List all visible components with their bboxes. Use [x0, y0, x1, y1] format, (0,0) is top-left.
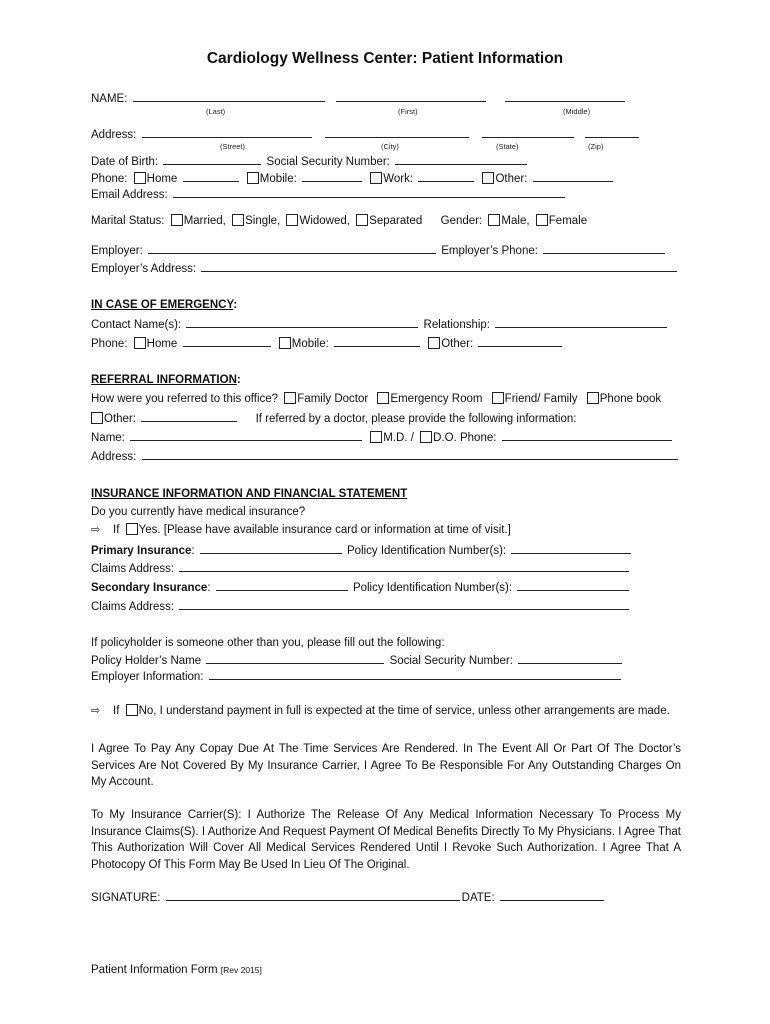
- primary-claims-row: [91, 561, 631, 576]
- married-label: Married,: [183, 215, 226, 227]
- doctor-address-label: Address:: [91, 451, 137, 463]
- secondary-insurance-label: Secondary Insurance: [91, 582, 208, 594]
- emergency-room-checkbox[interactable]: [377, 392, 389, 404]
- employer-field[interactable]: [148, 243, 436, 254]
- if-yes-label: If: [113, 524, 120, 536]
- emergency-mobile-checkbox[interactable]: [279, 337, 291, 349]
- footer-title: Patient Information Form: [91, 964, 218, 976]
- employer-address-row: [91, 261, 679, 276]
- employer-address-field[interactable]: [201, 261, 677, 272]
- insurance-no-label: No, I understand payment in full is expected at the time of service, unless other arrangements are made.: [138, 705, 670, 717]
- dob-label: Date of Birth:: [91, 156, 159, 168]
- street-sublabel: (Street): [220, 142, 246, 151]
- emergency-contact-row: [91, 317, 669, 332]
- street-field[interactable]: [142, 127, 312, 138]
- holder-ssn-field[interactable]: [518, 653, 622, 664]
- married-checkbox[interactable]: [171, 214, 183, 226]
- referral-other-field[interactable]: [141, 411, 237, 422]
- marital-label: Marital Status:: [91, 215, 165, 227]
- address-row: [91, 127, 641, 142]
- insurance-no-row: [91, 704, 670, 718]
- emergency-home-field[interactable]: [183, 336, 271, 347]
- date-field[interactable]: [500, 890, 604, 901]
- emergency-other-field[interactable]: [478, 336, 562, 347]
- ssn-field[interactable]: [395, 154, 527, 165]
- emergency-mobile-label: Mobile:: [291, 338, 329, 350]
- marital-row: [91, 214, 587, 228]
- ssn-label: Social Security Number:: [266, 156, 390, 168]
- doctor-phone-field[interactable]: [502, 430, 672, 441]
- female-checkbox[interactable]: [536, 214, 548, 226]
- agreement-copay: I Agree To Pay Any Copay Due At The Time Services Are Rendered. In The Event All Or Part Of The Doctor’s Services Are Not Covered By My Insurance Carrier, I Agree To Be Responsible For Any Outstanding Charges On My Account.: [91, 743, 681, 788]
- secondary-claims-field[interactable]: [179, 599, 629, 610]
- secondary-insurance-colon: :: [207, 582, 211, 594]
- single-checkbox[interactable]: [232, 214, 244, 226]
- arrow-right-icon: ⇨: [91, 705, 101, 717]
- emergency-heading: [91, 298, 237, 312]
- secondary-policy-label: Policy Identification Number(s):: [352, 582, 513, 594]
- family-doctor-checkbox[interactable]: [284, 392, 296, 404]
- employer-info-label: Employer Information:: [91, 671, 204, 683]
- referral-other-row: [91, 411, 576, 426]
- emergency-other-label: Other:: [441, 338, 474, 350]
- home-phone-checkbox[interactable]: [134, 172, 146, 184]
- employer-info-row: [91, 669, 623, 684]
- city-field[interactable]: [325, 127, 469, 138]
- mobile-phone-checkbox[interactable]: [247, 172, 259, 184]
- agreement-authorization: To My Insurance Carrier(S): I Authorize The Release Of Any Medical Information Necessary To Process My Insurance Claims(S). I Authorize And Request Payment Of Medical Benefits Directly To My Physicians. I Agree That This Authorization Will Cover All Medical Services Rendered Until I Revoke Such Authorization. I Agree That A Photocopy Of This Form May Be Used In Lieu Of The Original.: [91, 809, 681, 871]
- signature-row: [91, 890, 606, 905]
- emergency-phone-row: [91, 336, 564, 351]
- work-phone-field[interactable]: [418, 171, 474, 182]
- employer-phone-field[interactable]: [543, 243, 665, 254]
- arrow-right-icon: ⇨: [91, 524, 101, 536]
- holder-name-field[interactable]: [206, 653, 384, 664]
- signature-field[interactable]: [166, 890, 460, 901]
- other-label: Other:: [495, 173, 528, 185]
- phone-book-label: Phone book: [599, 393, 662, 405]
- work-label: Work:: [383, 173, 414, 185]
- zip-field[interactable]: [585, 127, 639, 138]
- insurance-heading: [91, 487, 407, 501]
- employer-label: Employer:: [91, 245, 143, 257]
- date-label: DATE:: [461, 892, 495, 904]
- city-sublabel: (City): [381, 142, 399, 151]
- dob-row: [91, 154, 529, 169]
- other-phone-checkbox[interactable]: [482, 172, 494, 184]
- emergency-room-label: Emergency Room: [390, 393, 483, 405]
- dob-field[interactable]: [163, 154, 261, 165]
- state-field[interactable]: [482, 127, 574, 138]
- widowed-checkbox[interactable]: [286, 214, 298, 226]
- last-name-field[interactable]: [133, 91, 325, 102]
- secondary-insurance-field[interactable]: [216, 580, 348, 591]
- doctor-address-row: [91, 449, 680, 464]
- middle-sublabel: (Middle): [563, 107, 591, 116]
- referral-heading-colon: :: [236, 374, 241, 386]
- primary-insurance-field[interactable]: [200, 543, 342, 554]
- other-phone-field[interactable]: [533, 171, 613, 182]
- emergency-mobile-field[interactable]: [334, 336, 420, 347]
- friend-family-label: Friend/ Family: [504, 393, 578, 405]
- referral-other-label: Other:: [104, 413, 136, 425]
- emergency-home-label: Home: [146, 338, 178, 350]
- do-phone-label: D.O. Phone:: [433, 432, 497, 444]
- doctor-name-label: Name:: [91, 432, 125, 444]
- employer-address-label: Employer’s Address:: [91, 263, 197, 275]
- if-no-label: If: [113, 705, 120, 717]
- contact-name-label: Contact Name(s):: [91, 319, 182, 331]
- primary-policy-label: Policy Identification Number(s):: [346, 545, 507, 557]
- employer-phone-label: Employer’s Phone:: [441, 245, 538, 257]
- address-label: Address:: [91, 129, 137, 141]
- first-sublabel: (First): [398, 107, 418, 116]
- referral-heading: [91, 373, 241, 387]
- phone-label: Phone:: [91, 173, 128, 185]
- insurance-yes-label: Yes. [Please have available insurance card or information at time of visit.]: [138, 524, 511, 536]
- zip-sublabel: (Zip): [588, 142, 604, 151]
- footer: [91, 964, 262, 976]
- holder-ssn-label: Social Security Number:: [389, 655, 513, 667]
- referral-question: How were you referred to this office?: [91, 393, 279, 405]
- secondary-policy-field[interactable]: [517, 580, 629, 591]
- md-checkbox[interactable]: [370, 431, 382, 443]
- mobile-phone-field[interactable]: [302, 171, 362, 182]
- emergency-heading-colon: :: [233, 299, 238, 311]
- primary-insurance-row: [91, 543, 633, 558]
- state-sublabel: (State): [496, 142, 519, 151]
- employer-row: [91, 243, 667, 258]
- policyholder-row: [91, 653, 624, 668]
- referral-heading-text: REFERRAL INFORMATION: [91, 374, 237, 386]
- page-title: Cardiology Wellness Center: Patient Information: [206, 50, 564, 67]
- male-label: Male,: [501, 215, 530, 227]
- emergency-heading-text: IN CASE OF EMERGENCY: [91, 299, 234, 311]
- primary-insurance-colon: :: [191, 545, 195, 557]
- secondary-claims-row: [91, 599, 631, 614]
- insurance-question: Do you currently have medical insurance?: [91, 506, 306, 518]
- insurance-yes-row: [91, 523, 511, 537]
- emergency-phone-label: Phone:: [91, 338, 128, 350]
- middle-name-field[interactable]: [505, 91, 625, 102]
- primary-claims-label: Claims Address:: [91, 563, 175, 575]
- home-phone-field[interactable]: [183, 171, 239, 182]
- last-sublabel: (Last): [206, 107, 226, 116]
- friend-family-checkbox[interactable]: [492, 392, 504, 404]
- doctor-name-field[interactable]: [130, 430, 362, 441]
- separated-checkbox[interactable]: [356, 214, 368, 226]
- email-label: Email Address:: [91, 189, 168, 201]
- insurance-yes-checkbox[interactable]: [126, 523, 138, 535]
- referral-question-row: [91, 392, 661, 406]
- gender-label: Gender:: [440, 215, 483, 227]
- insurance-no-checkbox[interactable]: [126, 704, 138, 716]
- widowed-label: Widowed,: [299, 215, 350, 227]
- work-phone-checkbox[interactable]: [370, 172, 382, 184]
- signature-label: SIGNATURE:: [91, 892, 161, 904]
- md-label: M.D. /: [383, 432, 414, 444]
- employer-info-field[interactable]: [209, 669, 621, 680]
- primary-policy-field[interactable]: [511, 543, 631, 554]
- phone-row: [91, 171, 615, 186]
- separated-label: Separated: [369, 215, 423, 227]
- emergency-other-checkbox[interactable]: [428, 337, 440, 349]
- emergency-home-checkbox[interactable]: [134, 337, 146, 349]
- mobile-label: Mobile:: [259, 173, 297, 185]
- family-doctor-label: Family Doctor: [297, 393, 369, 405]
- contact-name-field[interactable]: [186, 317, 418, 328]
- doctor-address-field[interactable]: [142, 449, 678, 460]
- phone-book-checkbox[interactable]: [587, 392, 599, 404]
- email-row: [91, 187, 567, 202]
- home-label: Home: [146, 173, 178, 185]
- primary-claims-field[interactable]: [179, 561, 629, 572]
- holder-name-label: Policy Holder’s Name: [91, 655, 202, 667]
- policyholder-note: If policyholder is someone other than you, please fill out the following:: [91, 637, 445, 649]
- male-checkbox[interactable]: [488, 214, 500, 226]
- do-checkbox[interactable]: [420, 431, 432, 443]
- relationship-field[interactable]: [495, 317, 667, 328]
- doctor-name-row: [91, 430, 674, 445]
- doctor-note: If referred by a doctor, please provide the following information:: [255, 413, 577, 425]
- single-label: Single,: [245, 215, 281, 227]
- first-name-field[interactable]: [336, 91, 486, 102]
- footer-revision: [Rev 2015]: [220, 965, 262, 975]
- relationship-label: Relationship:: [423, 319, 490, 331]
- female-label: Female: [548, 215, 588, 227]
- email-field[interactable]: [173, 187, 565, 198]
- secondary-claims-label: Claims Address:: [91, 601, 175, 613]
- secondary-insurance-row: [91, 580, 631, 595]
- name-label: NAME:: [91, 93, 128, 105]
- name-row: [91, 91, 627, 106]
- primary-insurance-label: Primary Insurance: [91, 545, 192, 557]
- insurance-heading-text: INSURANCE INFORMATION AND FINANCIAL STATEMENT: [91, 488, 408, 500]
- referral-other-checkbox[interactable]: [91, 412, 103, 424]
